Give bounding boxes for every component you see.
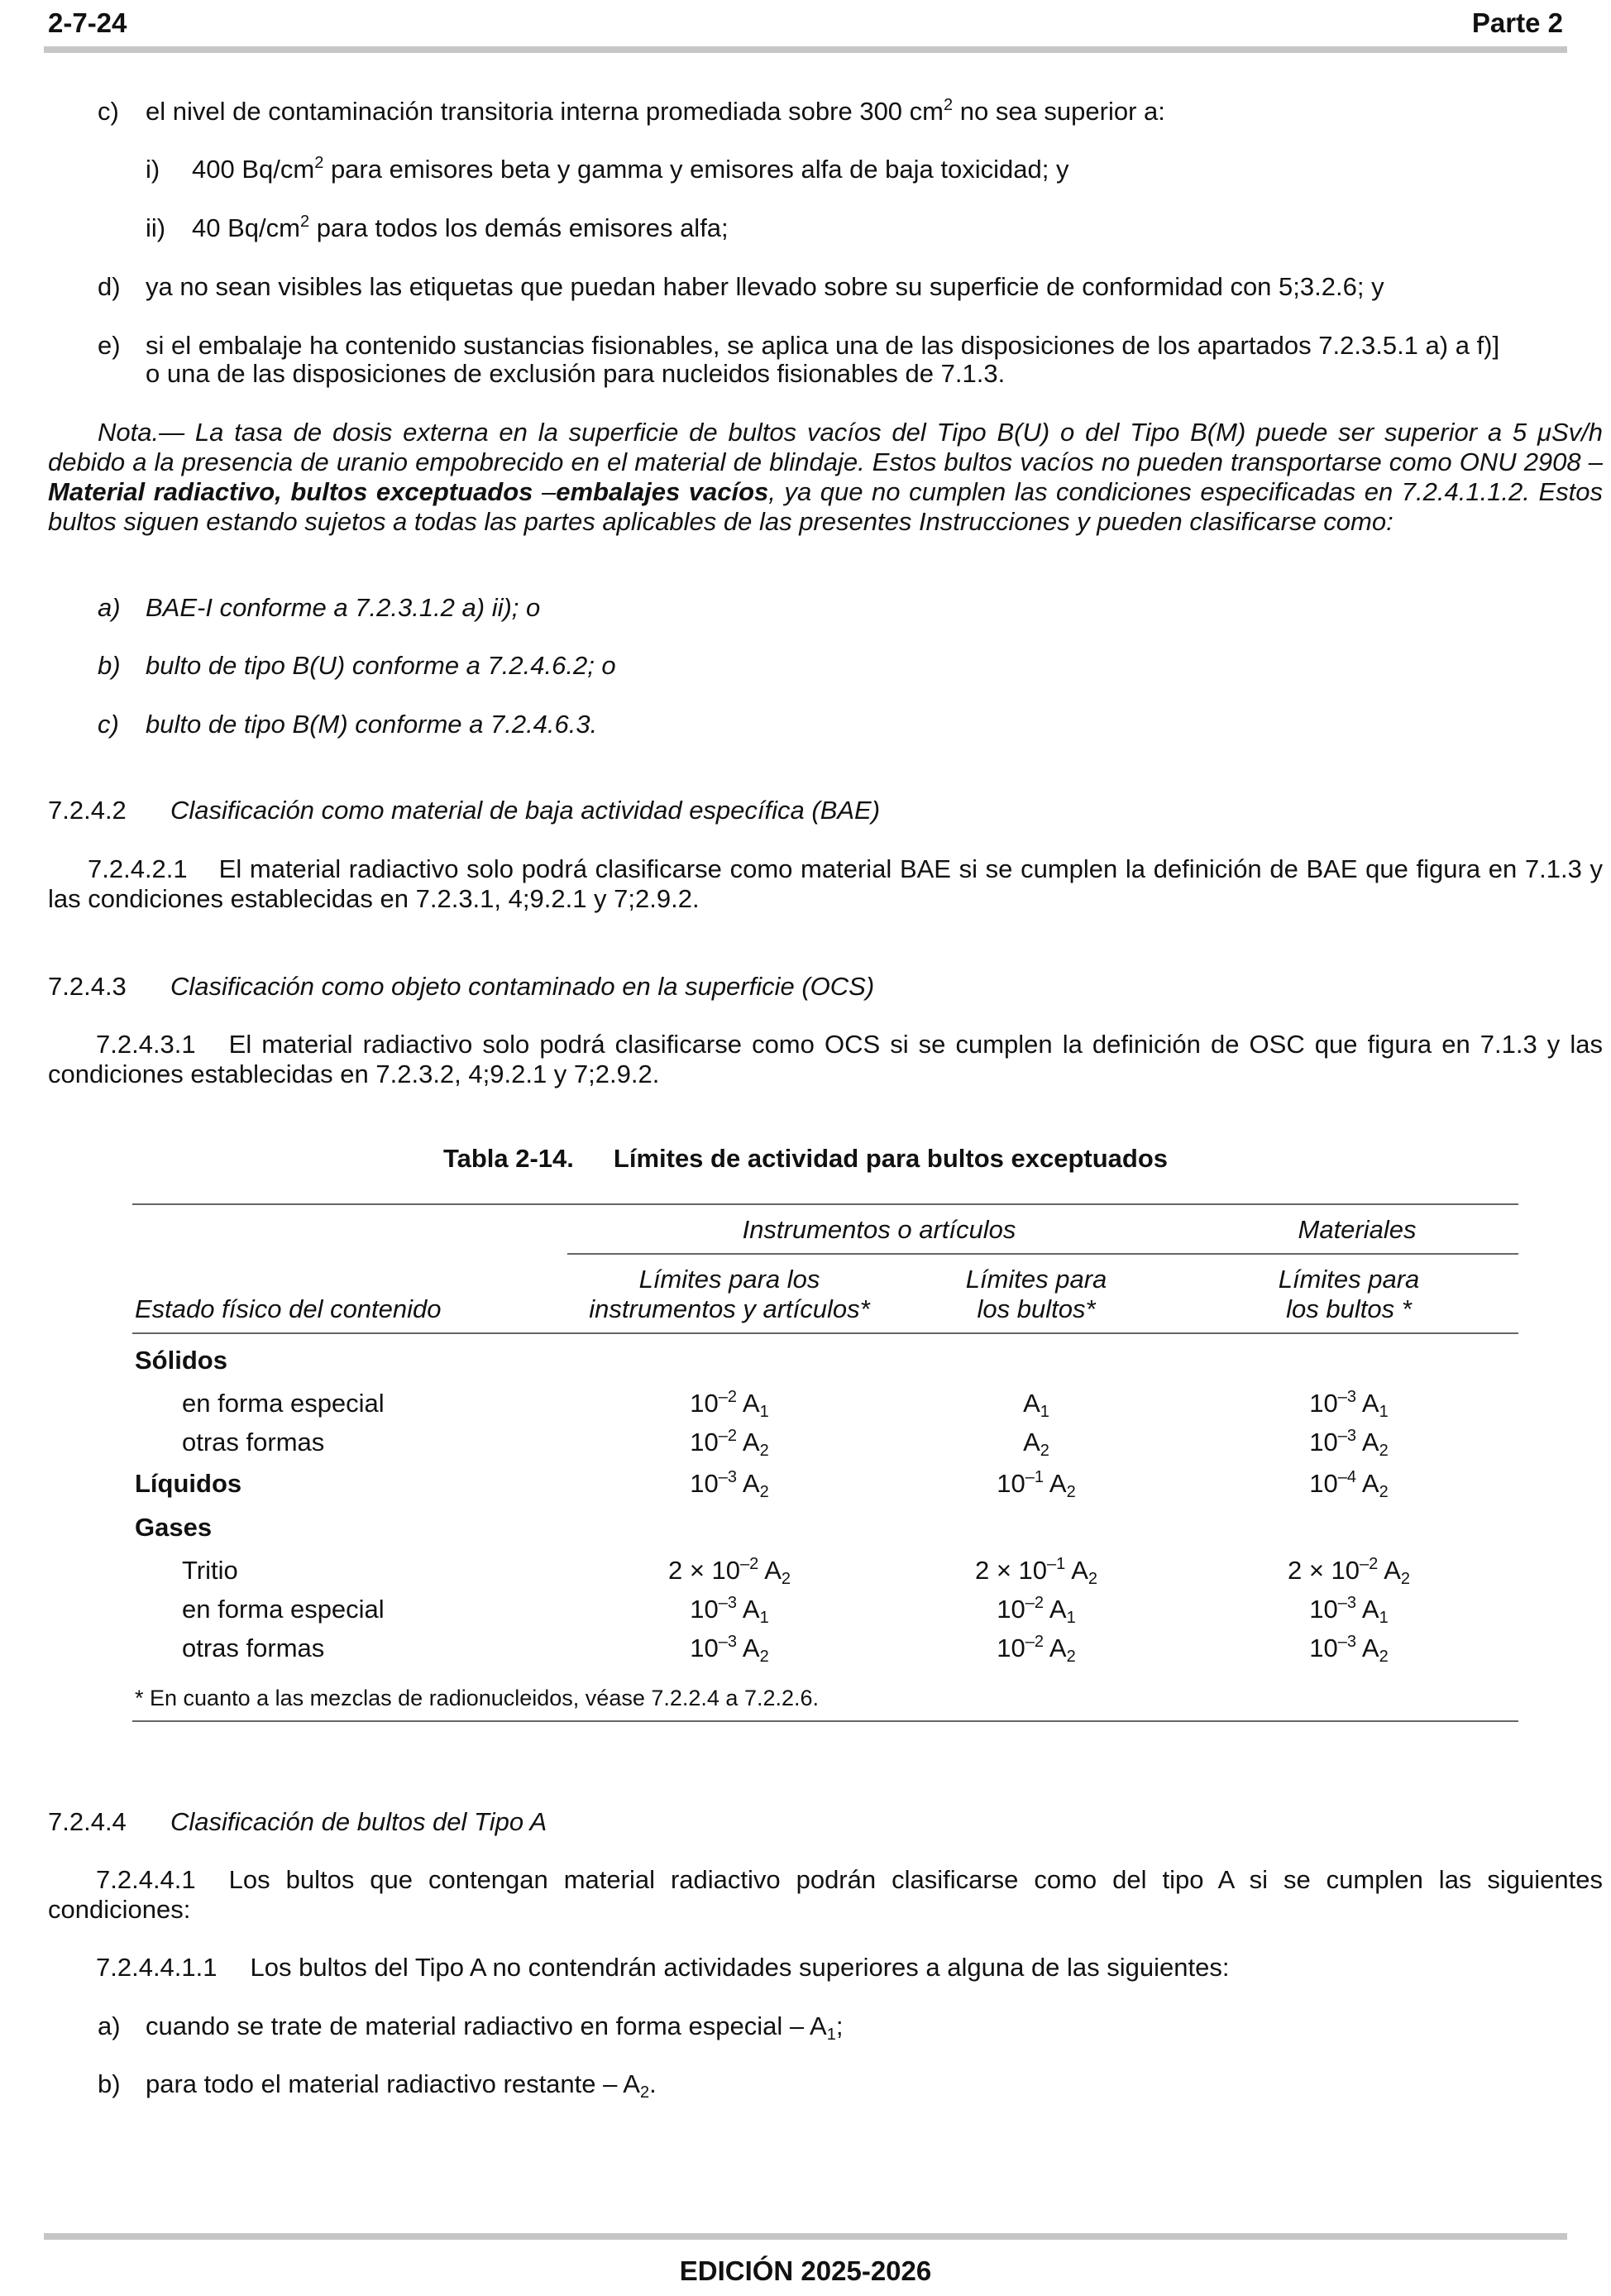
paragraph-72421: 7.2.4.2.1 El material radiactivo solo podrá clasificarse como material BAE si se cumplen la definición de BAE que figura en 7.1.3 y las condiciones establecidas en 7.2.3.1, 4;9.2.1 y 7;2.9.2. <box>48 854 1603 913</box>
row-label-liquids: Líquidos <box>135 1469 242 1498</box>
table-cell: $10^{-3}$ $A_2$ <box>1309 1633 1389 1666</box>
row-label: en forma especial <box>182 1595 385 1624</box>
table-cell: $2 \times 10^{-1}$ $A_2$ <box>974 1555 1098 1588</box>
table-cell: $10^{-3}$ $A_1$ <box>1309 1388 1389 1421</box>
row-label: otras formas <box>182 1634 325 1662</box>
row-label: en forma especial <box>182 1389 385 1418</box>
header-right: Parte 2 <box>1471 7 1563 38</box>
footer-rule <box>44 2233 1567 2240</box>
table-cell: $2 \times 10^{-2}$ $A_2$ <box>667 1555 791 1588</box>
table-cell: $10^{-2}$ $A_2$ <box>690 1427 769 1460</box>
table-cell: $10^{-2}$ $A_1$ <box>997 1594 1076 1627</box>
paragraph-72431: 7.2.4.3.1 El material radiactivo solo podrá clasificarse como OCS si se cumplen la definición de OSC que figura en 7.1.3 y las condiciones establecidas en 7.2.3.2, 4;9.2.1 y 7;2.9.2. <box>48 1030 1603 1088</box>
row-label: otras formas <box>182 1428 325 1457</box>
group-header-materials: Materiales <box>1298 1215 1417 1244</box>
table-header-rule <box>132 1332 1518 1334</box>
row-label-solids: Sólidos <box>135 1346 227 1375</box>
table-group-rule <box>567 1253 1518 1255</box>
page-footer: EDICIÓN 2025-2026 <box>679 2255 932 2286</box>
row-label: Tritio <box>182 1556 238 1585</box>
table-cell: $10^{-2}$ $A_2$ <box>997 1633 1076 1666</box>
paragraph-72441: 7.2.4.4.1 Los bultos que contengan material radiactivo podrán clasificarse como del tipo A si se cumplen las siguientes condiciones: <box>48 1865 1603 1924</box>
col-header-package-limits: Límites para los bultos* <box>965 1265 1107 1323</box>
table-bottom-rule <box>132 1720 1518 1722</box>
table-footnote: * En cuanto a las mezclas de radionucleidos, véase 7.2.2.4 a 7.2.2.6. <box>135 1686 820 1710</box>
heading-7242: 7.2.4.2 Clasificación como material de baja actividad específica (BAE) <box>48 796 881 825</box>
table-cell: $10^{-3}$ $A_2$ <box>690 1468 769 1501</box>
paragraph-724411: 7.2.4.4.1.1 Los bultos del Tipo A no contendrán actividades superiores a alguna de las siguientes: <box>96 1953 1230 1982</box>
header-left: 2-7-24 <box>48 7 127 38</box>
heading-7243: 7.2.4.3 Clasificación como objeto contaminado en la superficie (OCS) <box>48 972 875 1001</box>
table-cell: $2 \times 10^{-2}$ $A_2$ <box>1287 1555 1411 1588</box>
header-rule <box>44 46 1567 53</box>
heading-7244: 7.2.4.4 Clasificación de bultos del Tipo A <box>48 1807 547 1836</box>
col-header-physical-state: Estado físico del contenido <box>135 1294 442 1323</box>
table-cell: $10^{-3}$ $A_1$ <box>690 1594 769 1627</box>
group-header-instruments: Instrumentos o artículos <box>742 1215 1016 1244</box>
col-header-instruments-limits: Límites para los instrumentos y artículos* <box>589 1265 870 1323</box>
table-cell: $10^{-3}$ $A_1$ <box>1309 1594 1389 1627</box>
table-cell: $A_2$ <box>1023 1428 1049 1460</box>
table-cell: $10^{-1}$ $A_2$ <box>997 1468 1076 1501</box>
table-cell: $10^{-3}$ $A_2$ <box>1309 1427 1389 1460</box>
table-cell: $A_1$ <box>1023 1389 1049 1421</box>
col-header-material-limits: Límites para los bultos * <box>1278 1265 1420 1323</box>
note-paragraph: Nota.— La tasa de dosis externa en la superficie de bultos vacíos del Tipo B(U) o del Tipo B(M) puede ser superior a 5 μSv/h debido a la presencia de uranio empobrecido en el material de blindaje. Estos bultos vacíos no pueden transportarse como ONU 2908 – Material radiactivo, bultos exceptuados –embalajes vacíos, ya que no cumplen las condiciones especificadas en 7.2.4.1.1.2. Estos bultos siguen estando sujetos a todas las partes aplicables de las presentes Instrucciones y pueden clasificarse como: <box>48 418 1603 536</box>
table-cell: $10^{-3}$ $A_2$ <box>690 1633 769 1666</box>
table-cell: $10^{-4}$ $A_2$ <box>1309 1468 1389 1501</box>
row-label-gases: Gases <box>135 1513 213 1542</box>
table-caption: Tabla 2-14. Límites de actividad para bultos exceptuados <box>442 1144 1169 1173</box>
table-cell: $10^{-2}$ $A_1$ <box>690 1388 769 1421</box>
table-top-rule <box>132 1203 1518 1205</box>
page-header <box>48 5 1563 38</box>
